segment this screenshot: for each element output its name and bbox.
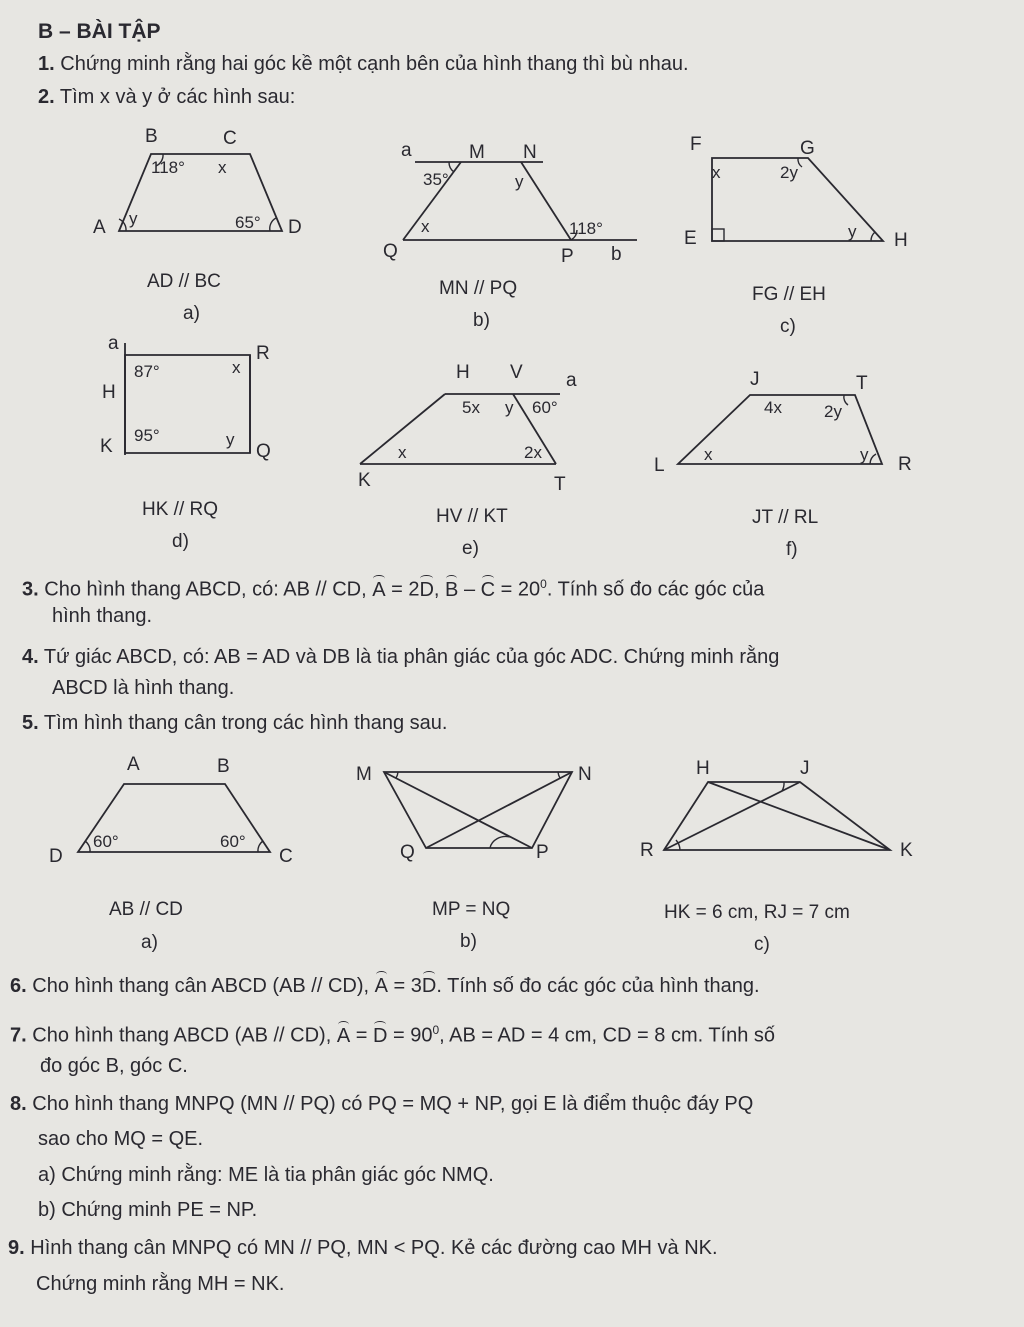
figure-5b — [350, 752, 630, 957]
exercise-number: 3. — [22, 578, 39, 601]
figure-caption: HK // RQ — [142, 499, 219, 520]
figure-caption: AB // CD — [109, 899, 183, 920]
degree-mark: 0 — [540, 577, 547, 591]
angle-label: y — [848, 222, 857, 241]
angle-label: x — [704, 445, 713, 464]
line-label: a — [108, 333, 119, 354]
exercise-2 — [38, 85, 295, 109]
figure-2d — [90, 335, 320, 560]
exercise-5 — [22, 711, 447, 735]
vertex-label: H — [102, 382, 116, 403]
angle-label: y — [860, 445, 869, 464]
vertex-label: A — [93, 217, 106, 238]
figure-2a — [85, 120, 315, 330]
angle-symbol: D — [372, 1024, 388, 1047]
exercise-9-line-2: Chứng minh rằng MH = NK. — [36, 1273, 285, 1295]
angle-label: y — [129, 209, 138, 228]
vertex-label: K — [100, 436, 113, 457]
line-label: a — [566, 370, 577, 391]
figure-2e — [350, 360, 600, 565]
exercise-number: 2. — [38, 86, 55, 108]
figure-caption: AD // BC — [147, 271, 221, 292]
vertex-label: Q — [383, 241, 398, 262]
figure-letter: e) — [462, 538, 479, 559]
exercise-8 — [10, 1092, 753, 1116]
angle-label: x — [712, 163, 721, 182]
figure-letter: a) — [141, 932, 158, 953]
math-text: = 90 — [387, 1024, 433, 1047]
vertex-label: M — [356, 764, 372, 785]
angle-label: 118° — [151, 158, 185, 177]
exercise-3-line-2: hình thang. — [52, 605, 153, 627]
math-text: = — [350, 1024, 373, 1047]
angle-label: 2y — [824, 402, 842, 421]
figure-letter: f) — [786, 539, 798, 560]
vertex-label: A — [127, 754, 140, 775]
exercise-9 — [8, 1236, 718, 1260]
vertex-label: T — [856, 373, 868, 394]
line-label: b — [611, 244, 622, 265]
exercise-8-part-b: b) Chứng minh PE = NP. — [38, 1199, 258, 1221]
exercise-number: 8. — [10, 1093, 27, 1115]
vertex-label: P — [561, 246, 574, 267]
figure-letter: a) — [183, 303, 200, 324]
exercise-8-line-2: sao cho MQ = QE. — [38, 1128, 204, 1150]
figure-5c — [636, 752, 936, 957]
vertex-label: T — [554, 474, 566, 495]
math-text: = 3 — [387, 975, 422, 997]
exercise-text: , AB = AD = 4 cm, CD = 8 cm. Tính số — [439, 1024, 776, 1047]
exercise-8-part-a: a) Chứng minh rằng: ME là tia phân giác góc NMQ. — [38, 1164, 494, 1186]
figure-caption: HV // KT — [436, 506, 508, 527]
exercise-3 — [22, 572, 764, 602]
vertex-label: H — [696, 758, 710, 779]
angle-label: 87° — [134, 362, 160, 381]
vertex-label: Q — [256, 441, 271, 462]
figure-caption: MN // PQ — [439, 278, 518, 299]
angle-label: 5x — [462, 398, 480, 417]
angle-label: y — [226, 430, 235, 449]
angle-label: 4x — [764, 398, 782, 417]
vertex-label: Q — [400, 842, 415, 863]
exercise-7-line-2: đo góc B, góc C. — [40, 1055, 188, 1077]
figure-caption: FG // EH — [752, 284, 826, 305]
exercise-1 — [38, 52, 689, 76]
vertex-label: K — [358, 470, 371, 491]
vertex-label: D — [49, 846, 63, 867]
figure-5a — [45, 748, 315, 958]
vertex-label: M — [469, 142, 485, 163]
exercise-text: Cho hình thang cân ABCD (AB // CD), — [32, 975, 375, 997]
vertex-label: P — [536, 842, 549, 863]
exercise-number: 9. — [8, 1237, 25, 1259]
vertex-label: N — [523, 142, 537, 163]
figure-2b — [375, 130, 645, 335]
vertex-label: R — [640, 840, 654, 861]
angle-symbol: A — [372, 578, 386, 601]
exercise-text: Hình thang cân MNPQ có MN // PQ, MN < PQ. Kẻ các đường cao MH và NK. — [30, 1237, 718, 1259]
angle-label: 60° — [220, 832, 246, 851]
vertex-label: B — [145, 126, 158, 147]
exercise-text: Cho hình thang ABCD, có: AB // CD, — [44, 578, 373, 601]
math-text: – — [458, 578, 481, 601]
exercise-4 — [22, 645, 779, 669]
math-text: = 2 — [385, 578, 420, 601]
vertex-label: D — [288, 217, 302, 238]
vertex-label: V — [510, 362, 523, 383]
figure-caption: HK = 6 cm, RJ = 7 cm — [664, 902, 850, 923]
math-text: = 20 — [495, 578, 541, 601]
vertex-label: C — [223, 128, 237, 149]
exercise-text: Cho hình thang MNPQ (MN // PQ) có PQ = MQ + NP, gọi E là điểm thuộc đáy PQ — [32, 1093, 754, 1115]
figure-2c — [680, 130, 920, 340]
angle-label: 95° — [134, 426, 160, 445]
exercise-6 — [10, 974, 760, 998]
exercise-text: Tìm hình thang cân trong các hình thang sau. — [43, 712, 448, 734]
vertex-label: K — [900, 840, 913, 861]
exercise-number: 7. — [10, 1024, 27, 1047]
line-label: a — [401, 140, 412, 161]
angle-symbol: B — [445, 578, 459, 601]
exercise-4-line-2: ABCD là hình thang. — [52, 677, 235, 699]
figure-letter: c) — [754, 934, 770, 955]
section-heading: B – BÀI TẬP — [38, 20, 161, 43]
exercise-text: Chứng minh rằng hai góc kề một cạnh bên của hình thang thì bù nhau. — [60, 53, 689, 75]
vertex-label: F — [690, 134, 702, 155]
angle-label: 60° — [93, 832, 119, 851]
angle-label: 2x — [524, 443, 542, 462]
exercise-text: Tứ giác ABCD, có: AB = AD và DB là tia phân giác của góc ADC. Chứng minh rằng — [43, 646, 780, 668]
exercise-number: 6. — [10, 975, 27, 997]
angle-label: 2y — [780, 163, 798, 182]
vertex-label: G — [800, 138, 815, 159]
figure-letter: b) — [473, 310, 490, 331]
angle-label: x — [421, 217, 430, 236]
vertex-label: B — [217, 756, 230, 777]
vertex-label: J — [800, 758, 810, 779]
angle-symbol: A — [374, 975, 388, 997]
angle-label: y — [515, 172, 524, 191]
angle-label: x — [398, 443, 407, 462]
math-text: , — [433, 578, 446, 601]
angle-label: 118° — [569, 219, 603, 238]
exercise-number: 5. — [22, 712, 39, 734]
angle-symbol: C — [480, 578, 496, 601]
angle-label: 65° — [235, 213, 261, 232]
figure-letter: c) — [780, 316, 796, 337]
vertex-label: N — [578, 764, 592, 785]
vertex-label: C — [279, 846, 293, 867]
angle-label: x — [232, 358, 241, 377]
exercise-7 — [10, 1018, 775, 1048]
vertex-label: L — [654, 455, 665, 476]
vertex-label: H — [894, 230, 908, 251]
figure-caption: JT // RL — [752, 507, 819, 528]
exercise-text: . Tính số đo các góc của hình thang. — [436, 975, 760, 997]
vertex-label: R — [256, 343, 270, 364]
vertex-label: H — [456, 362, 470, 383]
exercise-text: Cho hình thang ABCD (AB // CD), — [32, 1024, 337, 1047]
angle-label: x — [218, 158, 227, 177]
exercise-number: 1. — [38, 53, 55, 75]
angle-label: 60° — [532, 398, 558, 417]
degree-mark: 0 — [432, 1023, 440, 1037]
angle-label: y — [505, 398, 514, 417]
vertex-label: E — [684, 228, 697, 249]
figure-letter: d) — [172, 531, 189, 552]
vertex-label: J — [750, 369, 760, 390]
vertex-label: R — [898, 454, 912, 475]
angle-symbol: D — [419, 578, 434, 601]
exercise-text: Tìm x và y ở các hình sau: — [59, 86, 296, 108]
angle-symbol: D — [421, 975, 437, 997]
angle-label: 35° — [423, 170, 449, 189]
figure-caption: MP = NQ — [432, 899, 511, 920]
exercise-number: 4. — [22, 646, 39, 668]
figure-2f — [650, 365, 910, 565]
figure-letter: b) — [460, 931, 477, 952]
exercise-text: . Tính số đo các góc của — [546, 578, 765, 601]
angle-symbol: A — [336, 1024, 351, 1047]
